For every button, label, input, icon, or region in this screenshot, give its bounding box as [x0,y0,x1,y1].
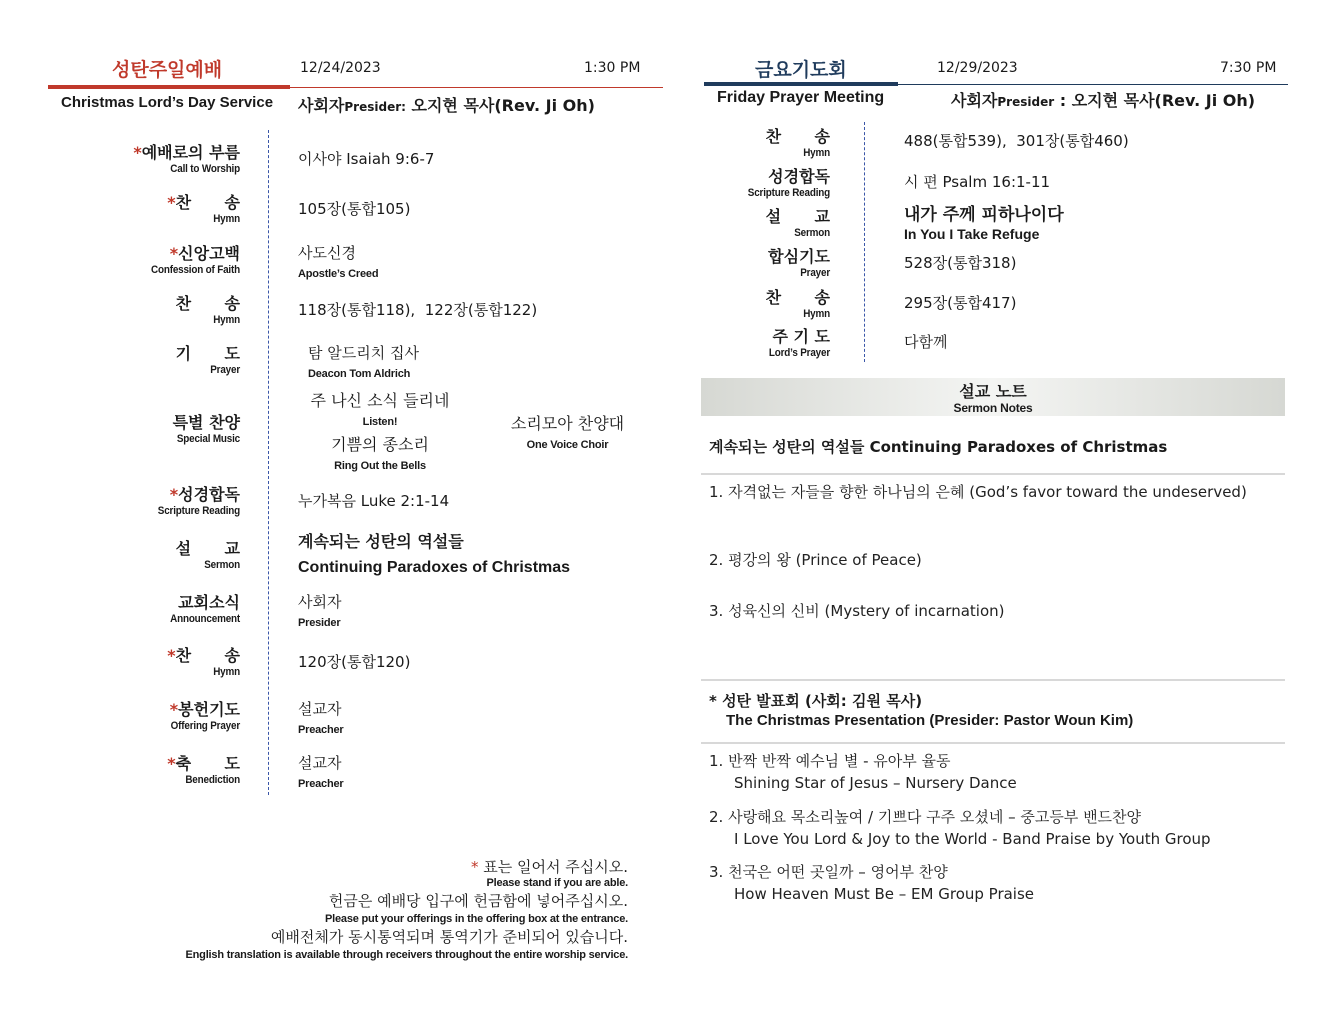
program-item: 2. 사랑해요 목소리높여 / 기쁘다 구주 오셨네 – 중고등부 밴드찬양 I Love You Lord & Joy to the World - Band Praise by Youth Group [709,808,1211,848]
sermon-notes-title-line: 계속되는 성탄의 역설들 Continuing Paradoxes of Christmas [709,438,1168,456]
presentation-program [709,752,1211,907]
special-song-1: 주 나신 소식 들리네 Listen! [310,391,450,428]
footnote-en: Please stand if you are able. [486,877,628,889]
sermon-point: 2. 평강의 왕 (Prince of Peace) [709,551,922,569]
order-value: 사도신경 Apostle’s Creed [298,244,379,280]
right-subtitle: Friday Prayer Meeting [717,89,885,106]
order-label: *축 도 Benediction [167,754,240,786]
order-label: 찬 송 Hymn [765,288,830,320]
program-item: 3. 천국은 어떤 곳일까 – 영어부 찬양 How Heaven Must Be – EM Group Praise [709,863,1035,903]
order-label: *찬 송 Hymn [167,193,240,225]
left-header-rule [290,87,663,88]
right-title-underline [704,82,898,86]
order-value: 488(통합539), 301장(통합460) [904,132,1129,150]
sermon-notes-header [701,378,1285,416]
right-title: 금요기도회 [755,59,847,81]
order-value: 시 편 Psalm 16:1-11 [904,173,1051,191]
order-value: 사회자 Presider [298,593,342,629]
divider [701,742,1285,744]
order-value: 120장(통합120) [298,653,411,671]
special-choir: 소리모아 찬양대 One Voice Choir [510,414,625,451]
order-value: 295장(통합417) [904,294,1017,312]
sermon-point: 1. 자격없는 자들을 향한 하나님의 은혜 (God’s favor toward the undeserved) [709,483,1247,501]
order-value: 528장(통합318) [904,254,1017,272]
right-header-rule [898,84,1288,85]
order-label: *찬 송 Hymn [167,646,240,678]
order-label: 성경합독 Scripture Reading [747,167,830,199]
footnote-en: English translation is available through receivers throughout the entire worship service. [185,949,628,961]
left-column-divider [268,130,269,795]
footnote: 예배전체가 동시통역되며 통역기가 준비되어 있습니다. [270,928,628,946]
sermon-title: 계속되는 성탄의 역설들 Continuing Paradoxes of Christmas [298,532,571,576]
order-label: 합심기도 Prayer [768,247,830,279]
order-value: 다함께 [904,333,948,351]
left-date: 12/24/2023 [300,60,381,76]
order-label: 교회소식 Announcement [170,593,240,625]
right-presider: 사회자Presider : 오지현 목사(Rev. Ji Oh) [951,91,1256,110]
order-label: *신앙고백 Confession of Faith [151,244,240,276]
left-footnotes [186,858,628,962]
left-subtitle: Christmas Lord’s Day Service [61,94,274,111]
order-label: 설 교 Sermon [765,207,830,239]
order-label: 주 기 도 Lord’s Prayer [768,327,830,359]
order-value: 탐 알드리치 집사 Deacon Tom Aldrich [308,344,419,380]
right-column-divider [864,122,865,362]
left-time: 1:30 PM [584,60,641,76]
divider [701,679,1285,681]
right-time: 7:30 PM [1220,60,1277,76]
sermon-notes-subtitle: Sermon Notes [953,401,1033,415]
order-value: 설교자 Preacher [298,700,344,736]
footnote-en: Please put your offerings in the offering box at the entrance. [325,913,628,925]
left-presider: 사회자Presider: 오지현 목사(Rev. Ji Oh) [298,96,595,115]
order-label: 기 도 Prayer [175,344,240,376]
sermon-point: 3. 성육신의 신비 (Mystery of incarnation) [709,602,1005,620]
program-item: 1. 반짝 반짝 예수님 별 - 유아부 율동 Shining Star of Jesus – Nursery Dance [709,752,1017,792]
order-value: 누가복음 Luke 2:1-14 [298,492,450,510]
left-title: 성탄주일예배 [112,59,223,81]
order-value: 내가 주께 피하나이다 In You I Take Refuge [904,205,1064,242]
order-value: 설교자 Preacher [298,754,344,790]
order-value: 105장(통합105) [298,200,411,218]
special-song-2: 기쁨의 종소리 Ring Out the Bells [331,435,429,472]
presentation-header: * 성탄 발표회 (사회: 김원 목사) The Christmas Presentation (Presider: Pastor Woun Kim) [709,692,1134,729]
footnote: * 표는 일어서 주십시오. [471,858,628,876]
order-label: *예배로의 부름 Call to Worship [133,143,240,175]
order-value: 118장(통합118), 122장(통합122) [298,301,538,319]
order-label: 찬 송 Hymn [175,294,240,326]
left-title-underline [48,85,290,89]
right-date: 12/29/2023 [937,60,1018,76]
divider [701,473,1285,475]
order-label: *성경합독 Scripture Reading [157,485,240,517]
order-value: 이사야 Isaiah 9:6-7 [298,150,435,168]
special-music-label: 특별 찬양 Special Music [172,413,240,445]
order-label: *봉헌기도 Offering Prayer [169,700,240,732]
footnote: 헌금은 예배당 입구에 헌금함에 넣어주십시오. [328,892,628,910]
order-label: 찬 송 Hymn [765,127,830,159]
sermon-notes-title: 설교 노트 [959,382,1027,401]
order-label: 설 교 Sermon [175,539,240,571]
